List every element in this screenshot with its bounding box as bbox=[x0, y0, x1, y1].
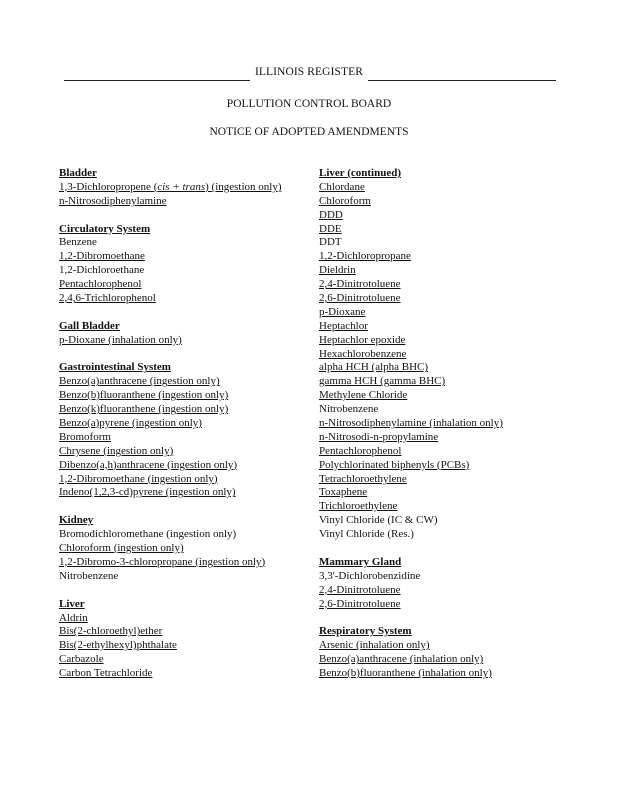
list-item: Toxaphene bbox=[319, 486, 368, 499]
section-heading-gall-bladder: Gall Bladder bbox=[59, 319, 120, 332]
list-item: p-Dioxane (inhalation only) bbox=[59, 333, 182, 346]
list-item: Vinyl Chloride (IC & CW) bbox=[319, 514, 438, 527]
list-item: 2,4-Dinitrotoluene bbox=[319, 278, 401, 291]
section-heading-circulatory: Circulatory System bbox=[59, 222, 151, 235]
list-item: Carbazole bbox=[59, 653, 104, 666]
list-item: Heptachlor epoxide bbox=[319, 333, 406, 346]
list-item: 2,4-Dinitrotoluene bbox=[319, 583, 401, 596]
list-item: Tetrachloroethylene bbox=[319, 472, 407, 485]
section-heading-kidney: Kidney bbox=[59, 514, 94, 527]
list-item: DDD bbox=[319, 208, 343, 221]
list-item: n-Nitrosodi-n-propylamine bbox=[319, 430, 439, 443]
list-item: Pentachlorophenol bbox=[59, 278, 142, 291]
list-item: Hexachlorobenzene bbox=[319, 347, 407, 360]
list-item: 3,3'-Dichlorobenzidine bbox=[319, 569, 421, 582]
list-item: Heptachlor bbox=[319, 319, 368, 332]
notice-title: NOTICE OF ADOPTED AMENDMENTS bbox=[209, 126, 409, 138]
list-item: Nitrobenzene bbox=[59, 569, 119, 582]
list-item: Benzene bbox=[59, 236, 97, 249]
list-item: 1,2-Dichloropropane bbox=[319, 250, 411, 263]
register-title: ILLINOIS REGISTER bbox=[254, 66, 364, 78]
list-item: gamma HCH (gamma BHC) bbox=[319, 375, 446, 388]
list-item: Vinyl Chloride (Res.) bbox=[319, 528, 414, 541]
list-item: 1,2-Dichloroethane bbox=[59, 264, 145, 277]
list-item: 2,4,6-Trichlorophenol bbox=[59, 292, 156, 305]
list-item: 2,6-Dinitrotoluene bbox=[319, 597, 401, 610]
list-item: Chrysene (ingestion only) bbox=[59, 444, 174, 457]
section-heading-liver: Liver bbox=[59, 597, 85, 610]
list-item: Bromodichloromethane (ingestion only) bbox=[59, 528, 237, 541]
list-item: 1,2-Dibromoethane bbox=[59, 250, 145, 263]
agency-title: POLLUTION CONTROL BOARD bbox=[226, 98, 392, 110]
list-item: Bis(2-chloroethyl)ether bbox=[59, 625, 163, 638]
list-item: Arsenic (inhalation only) bbox=[319, 639, 430, 652]
list-item: Benzo(b)fluoranthene (inhalation only) bbox=[319, 667, 492, 680]
list-item: Benzo(b)fluoranthene (ingestion only) bbox=[59, 389, 229, 402]
list-item: Chlordane bbox=[319, 180, 365, 193]
list-item: n-Nitrosodiphenylamine (inhalation only) bbox=[319, 417, 503, 430]
list-item: Pentachlorophenol bbox=[319, 444, 402, 457]
list-item: p-Dioxane bbox=[319, 305, 366, 318]
list-item: Indeno(1,2,3-cd)pyrene (ingestion only) bbox=[59, 486, 236, 499]
section-heading-gastrointestinal: Gastrointestinal System bbox=[59, 361, 171, 374]
list-item: DDE bbox=[319, 222, 342, 235]
list-item: Chloroform bbox=[319, 194, 371, 207]
list-item: Methylene Chloride bbox=[319, 389, 408, 402]
list-item: Benzo(a)pyrene (ingestion only) bbox=[59, 417, 202, 430]
list-item: Benzo(k)fluoranthene (ingestion only) bbox=[59, 403, 229, 416]
section-heading-bladder: Bladder bbox=[59, 167, 97, 179]
list-item: Bis(2-ethylhexyl)phthalate bbox=[59, 639, 177, 652]
list-item: Nitrobenzene bbox=[319, 403, 379, 416]
list-item: 2,6-Dinitrotoluene bbox=[319, 292, 401, 305]
header-rule-right bbox=[368, 80, 556, 81]
list-item: Benzo(a)anthracene (inhalation only) bbox=[319, 653, 484, 666]
section-heading-respiratory: Respiratory System bbox=[319, 625, 412, 638]
list-item: Polychlorinated biphenyls (PCBs) bbox=[319, 458, 470, 471]
list-item: Carbon Tetrachloride bbox=[59, 667, 153, 680]
list-item: Bromoform bbox=[59, 430, 111, 443]
list-item: DDT bbox=[319, 236, 342, 249]
header-rule-left bbox=[64, 80, 250, 81]
section-heading-liver-continued: Liver (continued) bbox=[319, 167, 401, 179]
list-item: Chloroform (ingestion only) bbox=[59, 542, 184, 555]
list-item: 1,2-Dibromoethane (ingestion only) bbox=[59, 472, 218, 485]
list-item: Dieldrin bbox=[319, 264, 356, 277]
list-item: Trichloroethylene bbox=[319, 500, 398, 513]
list-item: Dibenzo(a,h)anthracene (ingestion only) bbox=[59, 458, 238, 471]
list-item: 1,3-Dichloropropene (cis + trans) (ingestion only) bbox=[59, 180, 282, 193]
list-item: Aldrin bbox=[59, 611, 88, 624]
section-heading-mammary: Mammary Gland bbox=[319, 555, 402, 568]
list-item: Benzo(a)anthracene (ingestion only) bbox=[59, 375, 220, 388]
left-column bbox=[59, 167, 309, 681]
list-item: 1,2-Dibromo-3-chloropropane (ingestion only) bbox=[59, 555, 266, 568]
list-item: alpha HCH (alpha BHC) bbox=[319, 361, 429, 374]
right-column bbox=[319, 167, 569, 681]
list-item: n-Nitrosodiphenylamine bbox=[59, 194, 167, 207]
